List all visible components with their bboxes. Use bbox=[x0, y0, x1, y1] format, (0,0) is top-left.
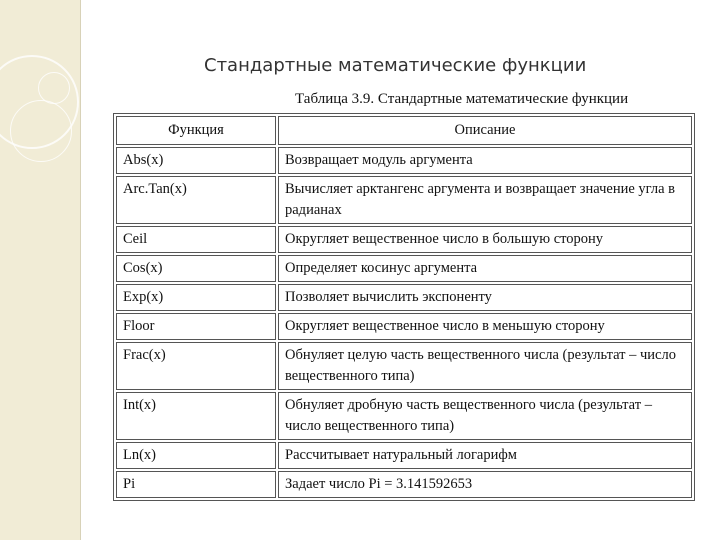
function-description-cell: Вычисляет арктангенс аргумента и возвращает значение угла в радианах bbox=[278, 176, 692, 224]
decorative-circle-icon bbox=[38, 72, 70, 104]
table-row bbox=[116, 342, 692, 390]
function-description-cell: Задает число Pi = 3.141592653 bbox=[278, 471, 692, 498]
function-description-cell: Обнуляет целую часть вещественного числа (результат – число вещественного типа) bbox=[278, 342, 692, 390]
function-description-cell: Возвращает модуль аргумента bbox=[278, 147, 692, 174]
function-name-cell: Int(x) bbox=[116, 392, 276, 440]
function-description-cell: Рассчитывает натуральный логарифм bbox=[278, 442, 692, 469]
function-name-cell: Arc.Tan(x) bbox=[116, 176, 276, 224]
table-row bbox=[116, 255, 692, 282]
function-name-cell: Pi bbox=[116, 471, 276, 498]
function-description-cell: Позволяет вычислить экспоненту bbox=[278, 284, 692, 311]
function-name-cell: Exp(x) bbox=[116, 284, 276, 311]
table-row bbox=[116, 284, 692, 311]
decorative-circle-icon bbox=[10, 100, 72, 162]
function-name-cell: Ln(x) bbox=[116, 442, 276, 469]
functions-table bbox=[113, 113, 695, 501]
header-function: Функция bbox=[116, 116, 276, 145]
function-name-cell: Ceil bbox=[116, 226, 276, 253]
table-row bbox=[116, 313, 692, 340]
function-description-cell: Округляет вещественное число в меньшую сторону bbox=[278, 313, 692, 340]
table-row bbox=[116, 147, 692, 174]
table-row bbox=[116, 392, 692, 440]
function-description-cell: Обнуляет дробную часть вещественного числа (результат – число вещественного типа) bbox=[278, 392, 692, 440]
header-description: Описание bbox=[278, 116, 692, 145]
function-description-cell: Округляет вещественное число в большую сторону bbox=[278, 226, 692, 253]
table-row bbox=[116, 176, 692, 224]
function-name-cell: Floor bbox=[116, 313, 276, 340]
table-header-row bbox=[116, 116, 692, 145]
table-row bbox=[116, 442, 692, 469]
table-caption: Таблица 3.9. Стандартные математические функции bbox=[295, 91, 629, 107]
table-row bbox=[116, 471, 692, 498]
decorative-side-band bbox=[0, 0, 81, 540]
function-name-cell: Frac(x) bbox=[116, 342, 276, 390]
slide-title: Стандартные математические функции bbox=[204, 55, 587, 76]
function-name-cell: Abs(x) bbox=[116, 147, 276, 174]
function-description-cell: Определяет косинус аргумента bbox=[278, 255, 692, 282]
table-row bbox=[116, 226, 692, 253]
function-name-cell: Cos(x) bbox=[116, 255, 276, 282]
